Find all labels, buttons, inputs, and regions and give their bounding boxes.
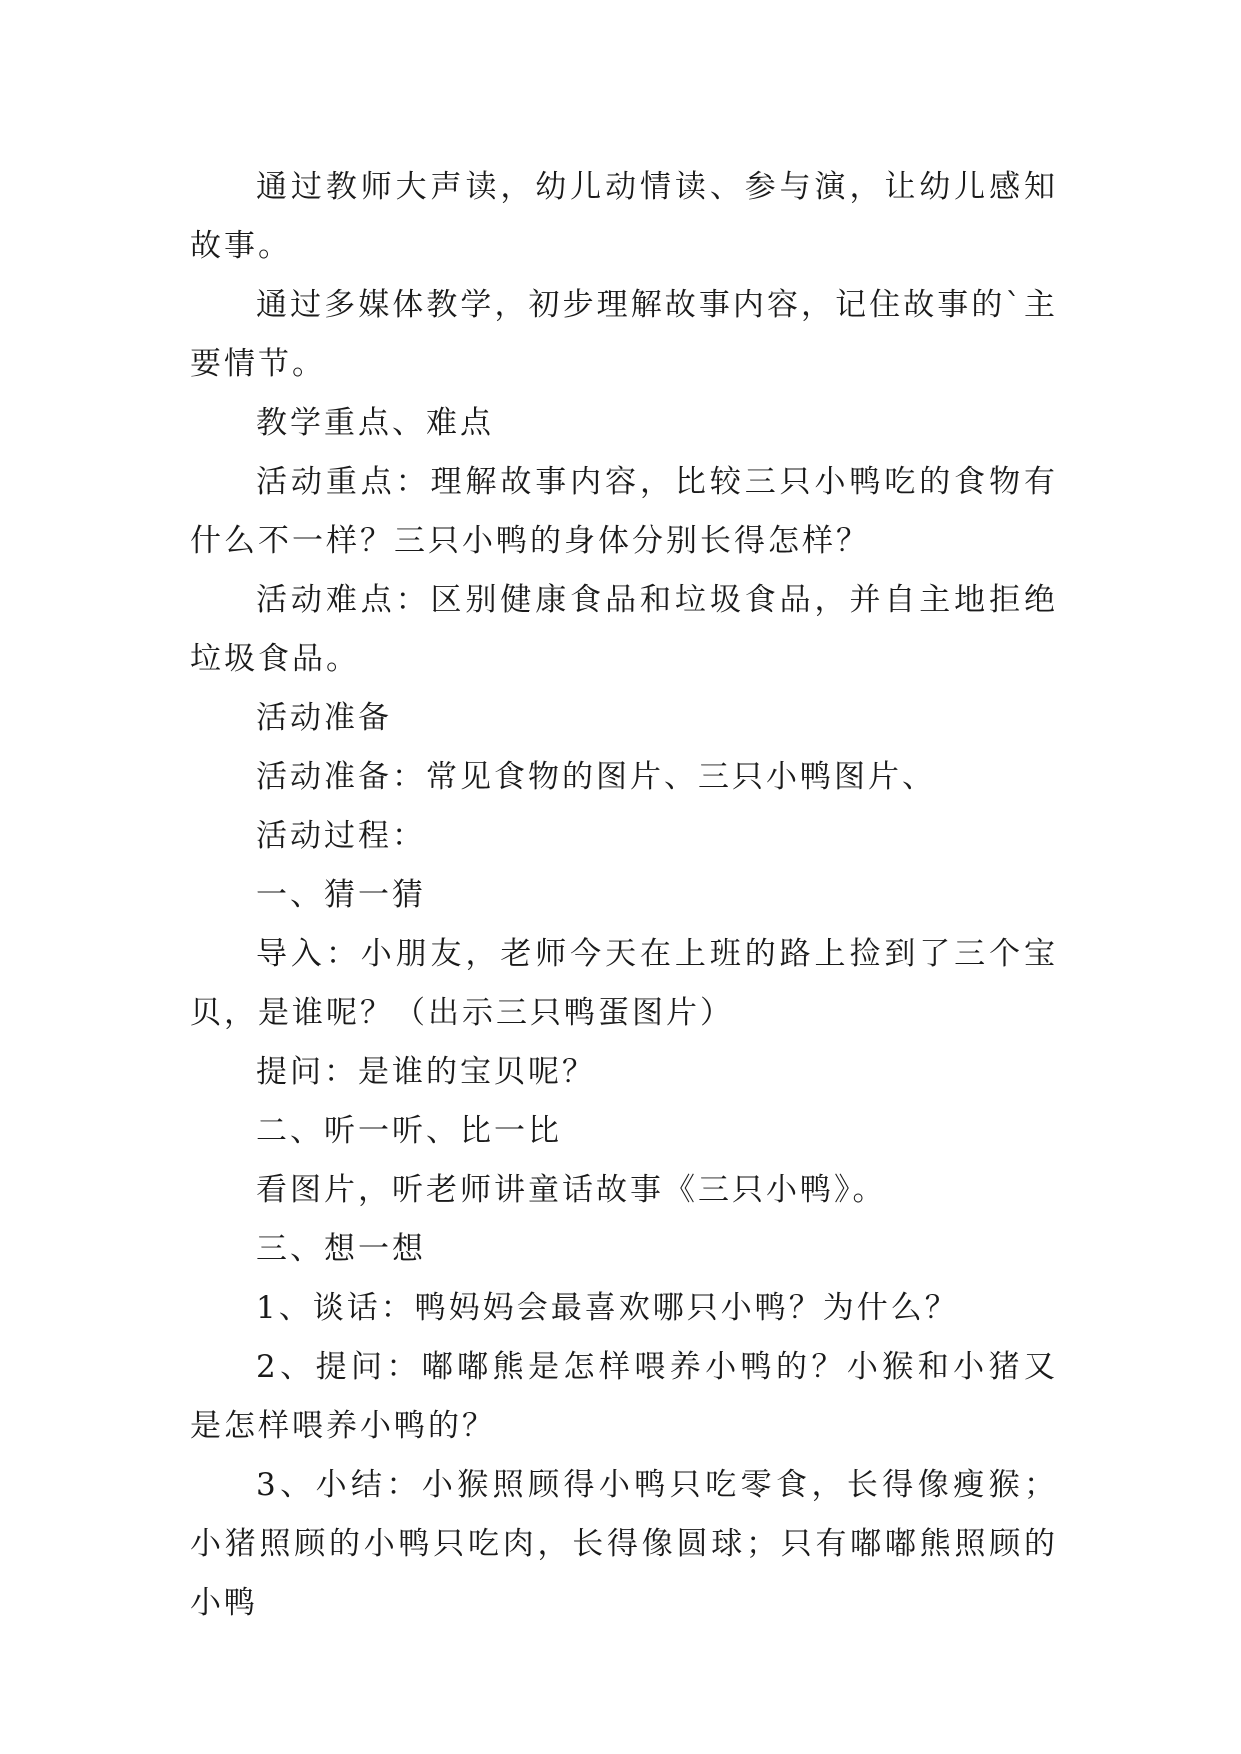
paragraph-key-point: 活动重点：理解故事内容，比较三只小鸭吃的食物有什么不一样？三只小鸭的身体分别长得怎样？ bbox=[190, 464, 1058, 559]
heading-step-think: 三、想一想 bbox=[256, 1231, 426, 1267]
paragraph-question: 提问：是谁的宝贝呢？ bbox=[256, 1054, 596, 1090]
paragraph-story: 看图片，听老师讲童话故事《三只小鸭》。 bbox=[256, 1172, 887, 1208]
document-body bbox=[190, 158, 1058, 1633]
heading-key-points: 教学重点、难点 bbox=[256, 405, 494, 441]
paragraph-difficult-point: 活动难点：区别健康食品和垃圾食品，并自主地拒绝垃圾食品。 bbox=[190, 582, 1058, 677]
paragraph-summary: 3、小结：小猴照顾得小鸭只吃零食，长得像瘦猴；小猪照顾的小鸭只吃肉，长得像圆球；只有嘟嘟熊照顾的小鸭 bbox=[190, 1467, 1058, 1621]
heading-step-listen: 二、听一听、比一比 bbox=[256, 1113, 562, 1149]
paragraph-preparation: 活动准备：常见食物的图片、三只小鸭图片、 bbox=[256, 759, 936, 795]
heading-preparation: 活动准备 bbox=[256, 700, 392, 736]
paragraph-ask: 2、提问：嘟嘟熊是怎样喂养小鸭的？小猴和小猪又是怎样喂养小鸭的？ bbox=[190, 1349, 1058, 1444]
paragraph-intro-multimedia: 通过多媒体教学，初步理解故事内容，记住故事的`主要情节。 bbox=[190, 287, 1058, 382]
paragraph-intro-reading: 通过教师大声读，幼儿动情读、参与演，让幼儿感知故事。 bbox=[190, 169, 1058, 264]
paragraph-talk: 1、谈话：鸭妈妈会最喜欢哪只小鸭？为什么？ bbox=[256, 1290, 959, 1326]
paragraph-introduction: 导入：小朋友，老师今天在上班的路上捡到了三个宝贝，是谁呢？（出示三只鸭蛋图片） bbox=[190, 936, 1058, 1031]
heading-step-guess: 一、猜一猜 bbox=[256, 877, 426, 913]
heading-process: 活动过程： bbox=[256, 818, 426, 854]
